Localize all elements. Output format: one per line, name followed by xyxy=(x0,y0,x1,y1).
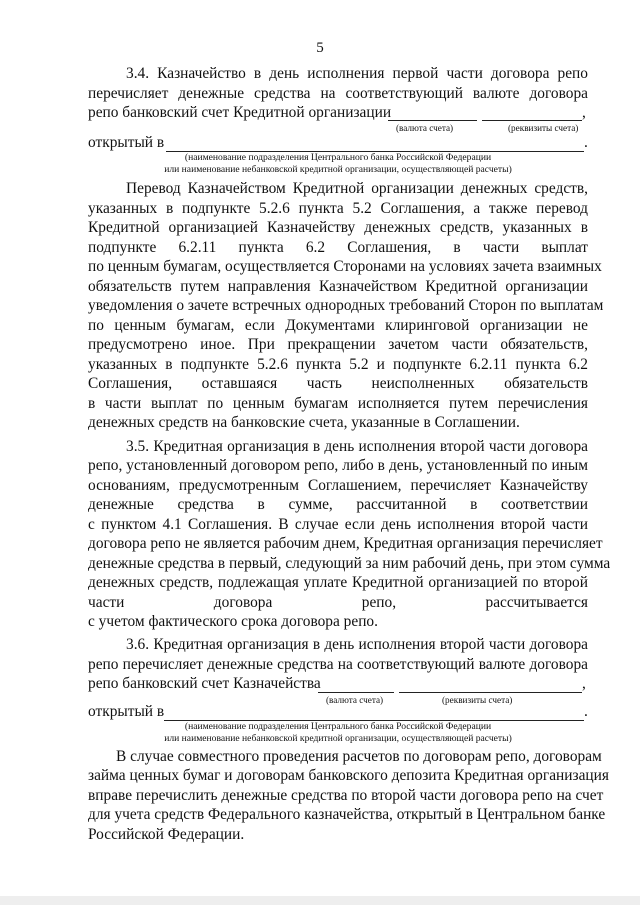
s34-comma: , xyxy=(582,104,586,121)
s34-label-details: (реквизиты счета) xyxy=(508,123,579,133)
page-bottom-edge xyxy=(0,896,640,905)
s34-para-line-13: денежных средств на банковские счета, указанные в Соглашении. xyxy=(88,414,520,431)
final-line-3: вправе перечислить денежные средства по второй части договора репо на счет xyxy=(88,787,604,804)
s34-para-line-7: уведомления о зачете встречных однородных требований Сторон по выплатам xyxy=(88,297,604,314)
s34-currency-blank xyxy=(388,120,477,121)
s34-line-3: репо банковский счет Кредитной организации xyxy=(88,104,392,121)
s34-para-line-9: предусмотрено иное. При прекращении зачетом части обязательств, xyxy=(88,336,588,353)
s36-currency-blank xyxy=(318,692,394,693)
s34-para-line-4: подпункте 6.2.11 пункта 6.2 Соглашения, в части выплат xyxy=(88,239,588,256)
s34-caption-2: или наименование небанковской кредитной организации, осуществляющей расчеты) xyxy=(164,164,512,175)
s34-para-line-12: в части выплат по ценным бумагам исполняется путем перечисления xyxy=(88,395,588,412)
final-line-4: для учета средств Федерального казначейства, открытый в Центральном банке xyxy=(88,806,606,823)
final-line-5: Российской Федерации. xyxy=(88,826,245,843)
s36-comma: , xyxy=(582,675,586,692)
s36-caption-1: (наименование подразделения Центрального банка Российской Федерации xyxy=(184,721,492,732)
s34-caption-1: (наименование подразделения Центрального банка Российской Федерации xyxy=(184,152,492,163)
s34-para-line-3: Кредитной организацией Казначейству денежных средств, указанных в xyxy=(88,219,588,236)
s36-line-1: 3.6. Кредитная организация в день исполнения второй части договора xyxy=(126,636,588,653)
s34-para-line-8: по ценным бумагам, если Документами клиринговой организации не xyxy=(88,317,588,334)
s35-line-10: с учетом фактического срока договора репо. xyxy=(88,613,378,630)
s34-period: . xyxy=(584,134,588,151)
s34-line-1: 3.4. Казначейство в день исполнения первой части договора репо xyxy=(126,65,588,82)
s36-label-currency: (валюта счета) xyxy=(326,695,384,705)
s34-para-line-1: Перевод Казначейством Кредитной организации денежных средств, xyxy=(126,180,588,197)
s34-opened-in: открытый в xyxy=(88,134,165,151)
s35-line-2: репо, установленный договором репо, либо в день, установленный по иным xyxy=(88,457,588,474)
s34-para-line-2: указанных в подпункте 5.2.6 пункта 5.2 Соглашения, а также перевод xyxy=(88,200,588,217)
s35-line-4: денежные средства в сумме, рассчитанной в соответствии xyxy=(88,496,588,513)
s34-details-blank xyxy=(482,120,582,121)
s36-label-details: (реквизиты счета) xyxy=(442,695,513,705)
s36-period: . xyxy=(584,703,588,720)
s36-caption-2: или наименование небанковской кредитной организации, осуществляющей расчеты) xyxy=(164,733,512,744)
s36-line-3: репо банковский счет Казначейства xyxy=(88,675,321,692)
s35-line-1: 3.5. Кредитная организация в день исполнения второй части договора xyxy=(126,438,588,455)
s35-line-6: договора репо не является рабочим днем, Кредитная организация перечисляет xyxy=(88,535,603,552)
s34-para-line-11: Соглашения, оставшаяся часть неисполненных обязательств xyxy=(88,375,588,392)
s34-para-line-5: по ценным бумагам, осуществляется Сторонами на условиях зачета взаимных xyxy=(88,258,602,275)
s35-line-5: с пунктом 4.1 Соглашения. В случае если день исполнения второй части xyxy=(88,516,588,533)
s34-label-currency: (валюта счета) xyxy=(396,123,454,133)
final-line-2: займа ценных бумаг и договорам банковского депозита Кредитная организация xyxy=(88,767,609,784)
s34-para-line-6: обязательств путем направления Казначейством Кредитной организации xyxy=(88,278,588,295)
s35-line-7: денежные средства в первый, следующий за ним рабочий день, при этом сумма xyxy=(88,555,611,572)
s35-line-9: части договора репо, рассчитывается xyxy=(88,594,588,611)
s36-details-blank xyxy=(399,692,582,693)
page-number: 5 xyxy=(316,40,324,56)
final-line-1: В случае совместного проведения расчетов по договорам репо, договорам xyxy=(116,748,602,765)
s36-line-2: репо перечисляет денежные средства на соответствующий валюте договора xyxy=(88,656,588,673)
s35-line-3: основаниям, предусмотренным Соглашением, перечисляет Казначейству xyxy=(88,477,588,494)
s35-line-8: денежных средств, подлежащая уплате Кредитной организацией по второй xyxy=(88,574,588,591)
s34-para-line-10: указанных в подпункте 5.2.6 пункта 5.2 и подпункте 6.2.11 пункта 6.2 xyxy=(88,356,588,373)
s34-line-2: перечисляет денежные средства на соответствующий валюте договора xyxy=(88,85,588,102)
s36-opened-in: открытый в xyxy=(88,703,165,720)
